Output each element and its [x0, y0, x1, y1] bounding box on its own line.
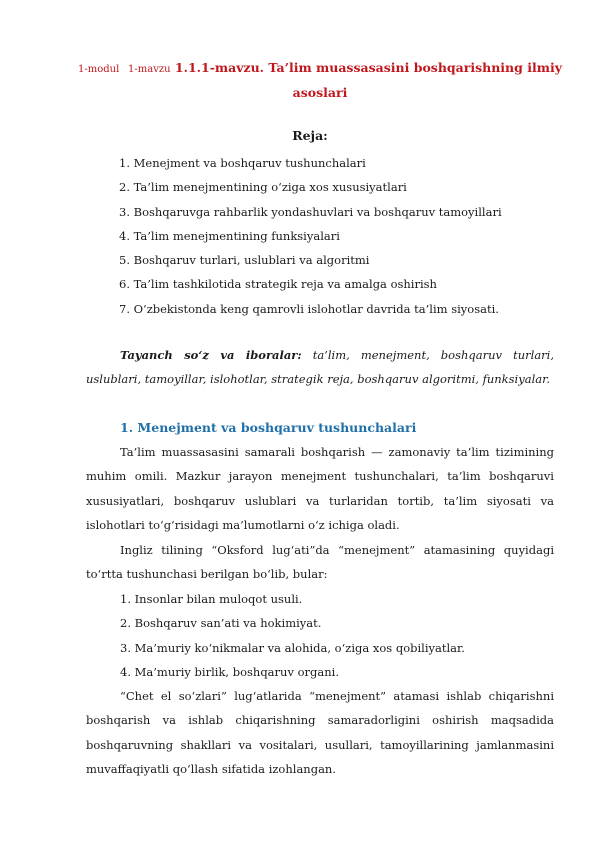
- plan-item: 7. O‘zbekistonda keng qamrovli islohotlar davrida ta’lim siyosati.: [119, 301, 499, 316]
- definition-item: 1. Insonlar bilan muloqot usuli.: [120, 592, 303, 606]
- keywords-paragraph: [86, 343, 554, 392]
- definition-item: 3. Ma’muriy ko‘nikmalar va alohida, o‘ziga xos qobiliyatlar.: [120, 640, 465, 655]
- plan-item: 4. Ta’lim menejmentining funksiyalari: [119, 228, 340, 243]
- plan-item: 3. Boshqaruvga rahbarlik yondashuvlari va boshqaruv tamoyillari: [119, 204, 502, 219]
- module-label: 1-modul: [78, 64, 120, 75]
- body-paragraph-3: “Chet el so‘zlari” lug‘atlarida “menejment” atamasi ishlab chiqarishni boshqarish va ishlab chiqarishning samaradorligini oshirish maqsadida boshqaruvning shakllari va vositalari, usullari, tamoyillarining jamlanmasini muvaffaqiyatli qo‘llash sifatida izohlangan.: [86, 689, 554, 776]
- section-heading: 1. Menejment va boshqaruv tushunchalari: [120, 420, 417, 435]
- keywords-label: Tayanch so‘z va iboralar:: [120, 348, 302, 362]
- plan-list: [119, 151, 502, 321]
- body-paragraph-1: Ta’lim muassasasini samarali boshqarish — zamonaviy ta’lim tizimining muhim omili. Mazkur jarayon menejment tushunchalari, ta’lim boshqaruvi xususiyatlari, boshqaruv uslublari va turlaridan tortib, ta’lim siyosati va islohotlari to‘g‘risidagi ma’lumotlarni o‘z ichiga oladi.: [86, 445, 554, 532]
- title-text: 1.1.1-mavzu. Ta’lim muassasasini boshqarishning ilmiy asoslari: [174, 60, 562, 100]
- definition-item: 2. Boshqaruv san’ati va hokimiyat.: [120, 616, 322, 631]
- plan-item: 5. Boshqaruv turlari, uslublari va algoritmi: [119, 253, 370, 268]
- plan-item: 6. Ta’lim tashkilotida strategik reja va amalga oshirish: [119, 277, 437, 292]
- definition-item: 4. Ma’muriy birlik, boshqaruv organi.: [120, 664, 339, 679]
- plan-item: 2. Ta’lim menejmentining o‘ziga xos xususiyatlari: [119, 180, 407, 195]
- plan-heading: Reja:: [292, 128, 328, 143]
- keywords-text: ta’lim, menejment, boshqaruv turlari, uslublari, tamoyillar, islohotlar, strategik reja, boshqaruv algoritmi, funksiyalar.: [86, 348, 555, 387]
- definition-list: [120, 587, 465, 684]
- plan-item: 1. Menejment va boshqaruv tushunchalari: [119, 156, 366, 170]
- lesson-label: 1-mavzu: [128, 64, 171, 75]
- document-title: [70, 56, 570, 104]
- body-paragraph-2: Ingliz tilining “Oksford lug‘ati”da “menejment” atamasining quyidagi to‘rtta tushunchasi berilgan bo‘lib, bular:: [86, 543, 554, 582]
